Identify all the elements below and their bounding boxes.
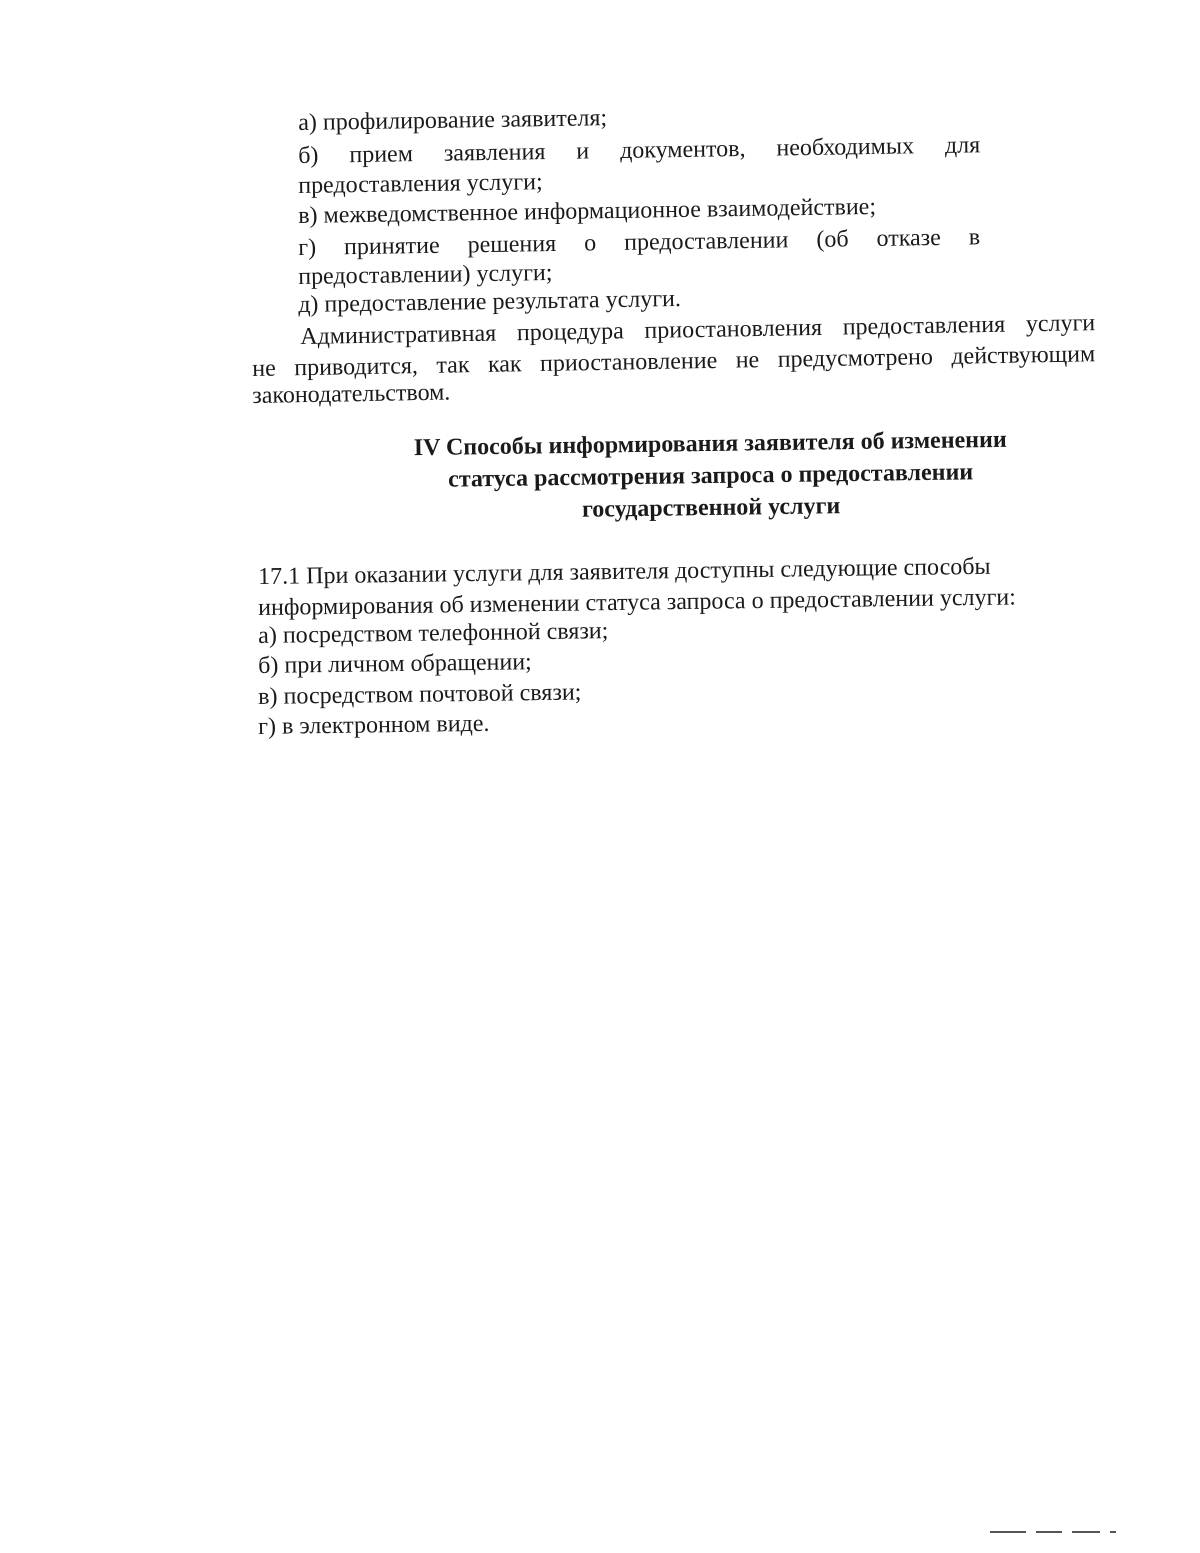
section-text-line1: 17.1 При оказании услуги для заявителя доступны следующие способы: [258, 553, 991, 590]
section-item-b: б) при личном обращении;: [258, 649, 532, 679]
section-heading-line1: IV Способы информирования заявителя об изменении: [413, 426, 1007, 462]
list-item-g-line1: г) принятие решения о предоставлении (об отказе в: [298, 224, 981, 261]
section-item-a: а) посредством телефонной связи;: [258, 618, 609, 649]
section-heading-line3: государственной услуги: [581, 493, 841, 523]
scan-mark: [1110, 1531, 1116, 1533]
list-item-v: в) межведомственное информационное взаимодействие;: [298, 193, 877, 229]
section-item-v: в) посредством почтовой связи;: [258, 679, 582, 710]
paragraph1-line3: законодательством.: [252, 379, 451, 409]
section-heading-line2: статуса рассмотрения запроса о предоставлении: [448, 459, 974, 493]
section-item-g: г) в электронном виде.: [258, 710, 490, 740]
scan-marks: [990, 1530, 1116, 1534]
section-text-line2: информирования об изменении статуса запроса о предоставлении услуги:: [258, 584, 1017, 621]
section-heading: [355, 423, 1066, 529]
list-item-a: а) профилирование заявителя;: [298, 105, 608, 136]
paragraph1-line1: Административная процедура приостановления предоставления услуги: [300, 310, 1096, 350]
list-item-b-line2: предоставления услуги;: [298, 169, 543, 199]
scan-mark: [990, 1531, 1026, 1533]
paragraph1-line2: не приводится, так как приостановление не предусмотрено действующим: [252, 341, 1096, 382]
list-item-b-line1: б) прием заявления и документов, необходимых для: [298, 132, 981, 169]
scan-mark: [1072, 1531, 1100, 1533]
list-item-g-line2: предоставлении) услуги;: [298, 260, 553, 290]
list-item-d: д) предоставление результата услуги.: [298, 285, 682, 318]
scan-mark: [1036, 1531, 1062, 1533]
